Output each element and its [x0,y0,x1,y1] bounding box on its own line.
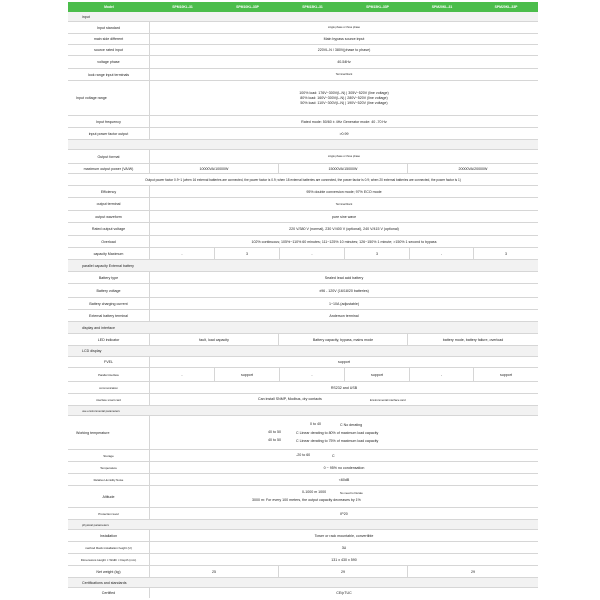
cell: 20000VA/20000W [458,166,488,171]
table-row [68,508,538,520]
table-row [68,542,538,554]
table-row [68,566,538,578]
row-label: LED indicator [68,334,150,345]
cell: 3 [345,248,410,259]
table-row [68,530,538,542]
table-row [68,223,538,236]
header-col-1: SPM10KL-31 [172,5,193,9]
cell: 29 [279,566,408,577]
row-label: Installation [68,530,150,541]
temp-note-2: C Linear derating to 80% of maximum load capacity [296,431,379,435]
temp-note-3: C Linear derating to 75% of maximum load capacity [296,439,379,443]
table-row [68,116,538,128]
temp-range-1: 0 to 40 [310,422,321,426]
row-value: Anderson terminal [329,313,359,318]
cell: 3 [505,251,507,256]
row-label: Certified [68,588,150,598]
header-col-2: SPM10KL-33P [236,5,259,9]
row-value: support [338,360,350,364]
cell: 29 [471,569,475,574]
section-spacer [68,140,538,150]
row-value: 0 ~ 95% no condensation [323,465,365,470]
row-value: 3U [341,545,347,550]
row-label: method Rack installation height (U) [68,542,150,553]
table-row [68,588,538,598]
row-label: Dimensions Height × Width × Depth (mm) [68,554,150,565]
section-certs [68,578,538,588]
cell: 25 [150,566,279,577]
cell: - [280,248,345,259]
table-row [68,310,538,322]
table-row [68,334,538,346]
table-row [68,69,538,81]
row-value: ±96 - 120V (16/18/20 batteries) [319,288,369,293]
cell: fault, load capacity [150,334,279,345]
row-label: output waveform [68,211,150,222]
table-row [68,284,538,298]
row-label: Efficiency [68,186,150,197]
cell: support [215,368,280,381]
row-label: Input standard [68,22,150,33]
row-label: main side different [68,34,150,44]
table-row [68,150,538,164]
row-value: 220 V/380 V (normal), 230 V/400 V (optional), 240 V/415 V (optional) [289,227,399,231]
table-row [68,554,538,566]
cell: - [410,368,474,381]
temp-range-2: 40 to 50 [268,430,281,434]
row-label: Altitude [68,486,150,507]
row-value: <60dB [338,477,350,482]
spec-table [68,2,538,598]
header-model: Model [104,5,114,9]
table-row [68,56,538,69]
table-row [68,128,538,140]
section-label: LCD display [82,349,102,353]
row-label: External battery terminal [68,310,150,321]
voltage-range-line-2: 80% load: 160V~300V(L-N) | 280V~520V (line voltage) [300,95,388,100]
table-row [68,81,538,116]
row-label: source rated input [68,45,150,55]
table-row [68,248,538,260]
table-row [68,211,538,223]
row-label: Battery type [68,272,150,283]
row-value: single phase or three phase [327,26,360,29]
smart-slot-value: Can install SNMP, Modbus, dry contacts [258,397,322,401]
row-label: capacity Maximum [68,248,150,259]
cell: - [150,368,215,381]
row-value: Terminal block [335,73,353,76]
altitude-line-2: 3000 m: For every 100 meters, the output capacity decreases by 1% [252,498,361,502]
table-row [68,164,538,174]
table-row [68,416,538,450]
cell: Battery capacity, bypass, mains mode [279,334,408,345]
table-row [68,462,538,474]
section-lcd [68,346,538,357]
table-row [68,382,538,394]
row-value: Tower or rack mountable, convertible [314,533,374,538]
header-col-4: SPM15KL-33P [366,5,389,9]
cell: - [410,248,474,259]
row-value: Rated mode: 50/60 ± 4Hz Generator mode: 40 -70 Hz [301,119,387,124]
row-label: look range input terminals [68,69,150,80]
row-label: Overload [68,236,150,247]
table-row [68,298,538,310]
row-label: Working temperature [68,416,150,449]
row-label: Output format [68,150,150,163]
table-row [68,368,538,382]
table-row [68,186,538,198]
row-value: Terminal block [335,202,353,206]
cell: battery mode, battery failure, overload [442,337,504,342]
row-label: Input frequency [68,116,150,127]
header-col-5: SPM20KL-31 [431,5,453,9]
row-value [150,81,538,115]
row-label: Net weight (kg) [68,566,150,577]
row-value: pure sine wave [331,214,357,219]
row-label: Rated output voltage [68,223,150,235]
row-label: input power factor output [68,128,150,139]
cell: 10000VA/10000W [150,164,279,173]
table-row [68,22,538,34]
cell: 15000VA/15000W [279,164,408,173]
table-row [68,236,538,248]
row-value: 220VL-N / 380V(phase to phase) [317,48,371,52]
row-label: FVEL [68,357,150,367]
table-row [68,45,538,56]
cell: support [345,368,410,381]
section-physical [68,520,538,530]
table-row [68,394,538,406]
section-label: input [82,14,90,19]
section-label: display and interface [82,325,115,330]
row-value: RS232 and USB [330,385,358,390]
cell: - [280,368,345,381]
table-row [68,174,538,186]
row-value: single phase or three phase [327,155,360,158]
table-row [68,272,538,284]
row-value: 40-54Hz [337,60,351,64]
section-label: Certifications and standards [82,580,127,585]
smart-slot-extra: Environmental interface card [370,398,406,402]
row-value: 95% double conversion mode; 97% ECO mode [306,189,382,194]
row-value: IP20 [340,511,348,516]
table-row [68,450,538,462]
row-label: Storage [68,450,150,461]
temp-range-3: 40 to 50 [268,438,281,442]
row-label: maximum output power (VA/W) [68,164,150,173]
section-display [68,322,538,334]
row-value: 1~10A (adjustable) [328,301,360,306]
row-label: output terminal [68,198,150,210]
section-label: use environmental parameters [82,408,120,413]
row-label: Battery charging current [68,298,150,309]
row-label: Protection level [68,508,150,519]
row-label: Parallel interface [68,368,150,381]
row-value: Sealed lead acid battery [324,275,364,280]
row-label: interface smart card [68,394,150,405]
row-value: 131 x 430 x 590 [331,557,357,562]
table-row [68,198,538,211]
section-env [68,406,538,416]
header-col-3: SPM15KL-31 [302,5,323,9]
table-row [68,357,538,368]
storage-value: -20 to 60 [296,453,311,457]
table-header [68,2,538,12]
row-value: Main bypass source input [323,37,365,41]
table-row [68,486,538,508]
section-input [68,12,538,22]
voltage-range-line-1: 100% load: 176V~300V(L-N) | 305V~520V (line voltage) [299,90,389,95]
altitude-note: No need to Derate [340,491,363,495]
row-value: 102% continuous; 105%~110% 60 minutes; 111~125% 10 minutes; 126~150% 1 minute; >150% 1 second to bypass [251,239,437,244]
table-row [68,34,538,45]
section-parallel [68,260,538,272]
temp-note-1: C No derating [340,423,363,427]
row-value: CE/pTUC [336,591,352,595]
row-label: Relative Humidity Noise [68,474,150,485]
row-label: Temperature [68,462,150,473]
output-pf-note: Output power factor 0.9~1 (when 16 external batteries are connected, the power factor is 0.9; when 18 external batteries are connected, the power factor is 0.9; when 20 external batteries are connected, the power factor is 1) [145,177,461,182]
storage-unit: C [332,454,335,458]
section-label: physical parameters [82,522,109,527]
row-label: Input voltage range [68,81,150,115]
row-label: communication [68,382,150,393]
section-label: parallel capacity External battery [82,263,134,268]
row-label: voltage phase [68,56,150,68]
header-col-6: SPM20KL-33P [494,5,518,9]
row-label: Battery voltage [68,284,150,297]
row-value: >0.99 [339,131,349,136]
cell: - [150,248,215,259]
cell: 3 [215,248,280,259]
voltage-range-line-3: 50% load: 110V~300V(L-N) | 190V~520V (line voltage) [300,100,388,105]
table-row [68,474,538,486]
altitude-range: 0-1000 m 1000 [302,490,327,494]
cell: support [500,372,512,377]
